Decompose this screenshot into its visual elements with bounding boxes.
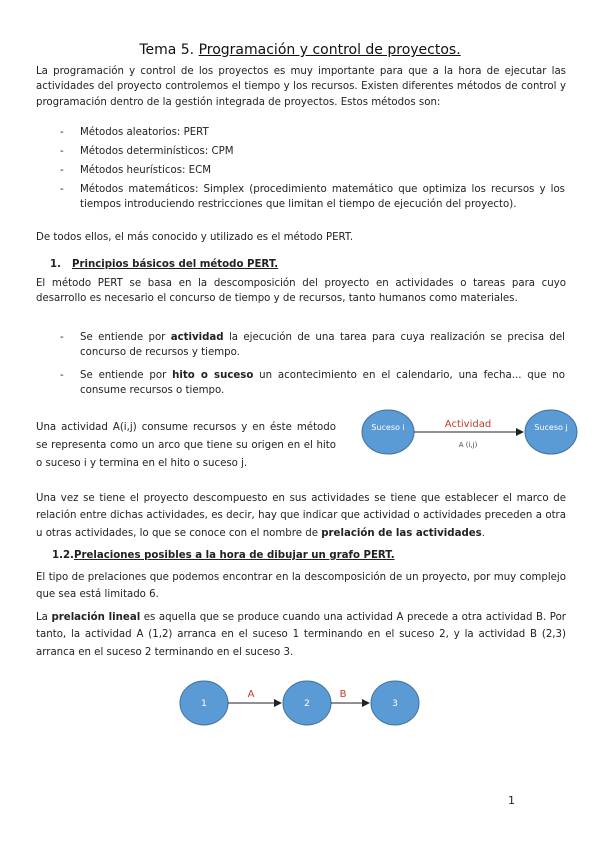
arc-b-label: B bbox=[339, 689, 347, 700]
section-1-2-title: Prelaciones posibles a la hora de dibujar un grafo PERT. bbox=[74, 550, 395, 561]
linear-paragraph: La prelación lineal es aquella que se produce cuando una actividad A precede a otra actividad B. Por tanto, la actividad A (1,2) arranca en el suceso 1 terminando en el suceso 2, y la actividad B (2,3) arranca en el suceso 2 terminando en el suceso 3. bbox=[36, 612, 566, 658]
method-text: Métodos determinísticos: CPM bbox=[80, 146, 234, 157]
node-3-label: 3 bbox=[392, 699, 398, 709]
title-prefix: Tema 5. bbox=[139, 42, 195, 58]
node-2-label: 2 bbox=[304, 699, 310, 709]
method-text: Métodos matemáticos: Simplex (procedimiento matemático que optimiza los recursos y los tiempos introduciendo restricciones que limitan el tiempo de ejecución del proyecto). bbox=[80, 184, 565, 211]
term-prelacion: prelación de las actividades bbox=[321, 527, 482, 539]
method-text: Métodos aleatorios: PERT bbox=[80, 127, 209, 138]
method-text: Métodos heurísticos: ECM bbox=[80, 165, 212, 176]
activity-diagram bbox=[360, 400, 580, 468]
bullet-dash: - bbox=[60, 370, 64, 381]
activity-paragraph: Una actividad A(i,j) consume recursos y en éste método se representa como un arco que tiene su origen en el hito o suceso i y termina en el hito o suceso j. bbox=[36, 422, 336, 469]
node-1-label: 1 bbox=[201, 699, 207, 709]
section-1-heading bbox=[50, 257, 570, 272]
pert-paragraph: El método PERT se basa en la descomposición del proyecto en actividades o tareas para cuyo desarrollo es necesario el concurso de tiempo y de recursos, tanto humanos como materiales. bbox=[36, 278, 566, 305]
section-1-2-number: 1.2. bbox=[52, 550, 74, 561]
linear-diagram bbox=[175, 672, 435, 734]
node-suceso-j bbox=[525, 410, 577, 454]
section-1-2-heading bbox=[52, 548, 572, 563]
term-prelacion-lineal: prelación lineal bbox=[51, 612, 141, 623]
title-main: Programación y control de proyectos. bbox=[198, 42, 461, 58]
node-suceso-i-label: Suceso i bbox=[371, 423, 405, 432]
prelation-paragraph: Una vez se tiene el proyecto descompuesto en sus actividades se tiene que establecer el marco de relación entre dichas actividades, es decir, hay que indicar que actividad o actividades preceden a otra u otras actividades, lo que se conoce con el nombre de prelación de las actividades. bbox=[36, 493, 566, 539]
node-suceso-i bbox=[362, 410, 414, 454]
definition-text: Se entiende por hito o suceso un acontecimiento en el calendario, una fecha... que no consume recursos o tiempo. bbox=[80, 370, 565, 397]
bullet-dash: - bbox=[60, 146, 64, 157]
page-title bbox=[0, 40, 600, 61]
term-hito-suceso: hito o suceso bbox=[172, 370, 254, 381]
bullet-dash: - bbox=[60, 184, 64, 195]
most-known-paragraph: De todos ellos, el más conocido y utilizado es el método PERT. bbox=[36, 232, 354, 243]
intro-paragraph: La programación y control de los proyectos es muy importante para que a la hora de ejecutar las actividades del proyecto controlemos el tiempo y los recursos. Existen diferentes métodos de control y programación dentro de la gestión integrada de proyectos. Estos métodos son: bbox=[36, 66, 566, 108]
bullet-dash: - bbox=[60, 332, 64, 343]
definition-text: Se entiende por actividad la ejecución de una tarea para cuya realización se precisa del concurso de recursos y tiempo. bbox=[80, 332, 565, 359]
section-1-number: 1. bbox=[50, 259, 61, 270]
arc-a-label: A bbox=[247, 689, 255, 700]
node-suceso-j-label: Suceso j bbox=[534, 423, 568, 432]
section-1-title: Principios básicos del método PERT. bbox=[72, 259, 279, 270]
term-actividad: actividad bbox=[170, 332, 224, 343]
page-number: 1 bbox=[508, 794, 515, 807]
bullet-dash: - bbox=[60, 127, 64, 138]
arc-label: Actividad bbox=[444, 419, 492, 430]
bullet-dash: - bbox=[60, 165, 64, 176]
arc-sublabel: A (i,j) bbox=[458, 441, 478, 449]
types-paragraph: El tipo de prelaciones que podemos encontrar en la descomposición de un proyecto, por muy complejo que sea está limitado 6. bbox=[36, 572, 566, 601]
